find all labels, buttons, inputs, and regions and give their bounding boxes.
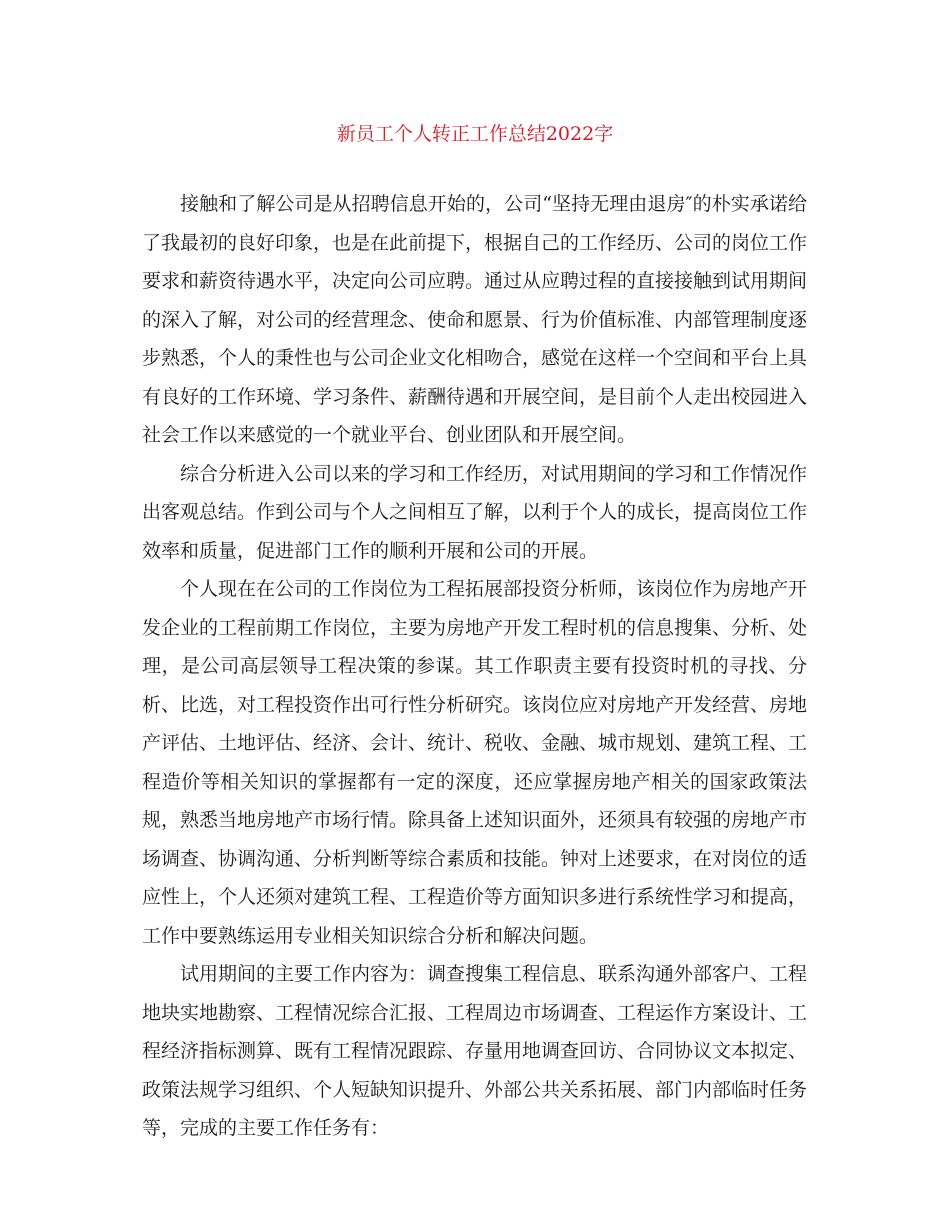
document-title: 新员工个人转正工作总结2022字	[336, 123, 614, 145]
paragraph: 个人现在在公司的工作岗位为工程拓展部投资分析师，该岗位作为房地产开发企业的工程前期工作岗位，主要为房地产开发工程时机的信息搜集、分析、处理，是公司高层领导工程决策的参谋。其工作职责主要有投资时机的寻找、分析、比选，对工程投资作出可行性分析研究。该岗位应对房地产开发经营、房地产评估、土地评估、经济、会计、统计、税收、金融、城市规划、建筑工程、工程造价等相关知识的掌握都有一定的深度，还应掌握房地产相关的国家政策法规，熟悉当地房地产市场行情。除具备上述知识面外，还须具有较强的房地产市场调查、协调沟通、分析判断等综合素质和技能。钟对上述要求，在对岗位的适应性上，个人还须对建筑工程、工程造价等方面知识多进行系统性学习和提高，工作中要熟练运用专业相关知识综合分析和解决问题。	[142, 578, 808, 947]
document-body	[142, 185, 807, 1148]
paragraph: 试用期间的主要工作内容为：调查搜集工程信息、联系沟通外部客户、工程地块实地勘察、工程情况综合汇报、工程周边市场调查、工程运作方案设计、工程经济指标测算、既有工程情况跟踪、存量用地调查回访、合同协议文本拟定、政策法规学习组织、个人短缺知识提升、外部公共关系拓展、部门内部临时任务等，完成的主要工作任务有：	[142, 963, 808, 1139]
paragraph: 接触和了解公司是从招聘信息开始的，公司“坚持无理由退房″的朴实承诺给了我最初的良好印象，也是在此前提下，根据自己的工作经历、公司的岗位工作要求和薪资待遇水平，决定向公司应聘。通过从应聘过程的直接接触到试用期间的深入了解，对公司的经营理念、使命和愿景、行为价值标准、内部管理制度逐步熟悉，个人的秉性也与公司企业文化相吻合，感觉在这样一个空间和平台上具有良好的工作环境、学习条件、薪酬待遇和开展空间，是目前个人走出校园进入社会工作以来感觉的一个就业平台、创业团队和开展空间。	[142, 193, 808, 446]
paragraph: 综合分析进入公司以来的学习和工作经历，对试用期间的学习和工作情况作出客观总结。作到公司与个人之间相互了解，以利于个人的成长，提高岗位工作效率和质量，促进部门工作的顺利开展和公司的开展。	[142, 462, 808, 562]
